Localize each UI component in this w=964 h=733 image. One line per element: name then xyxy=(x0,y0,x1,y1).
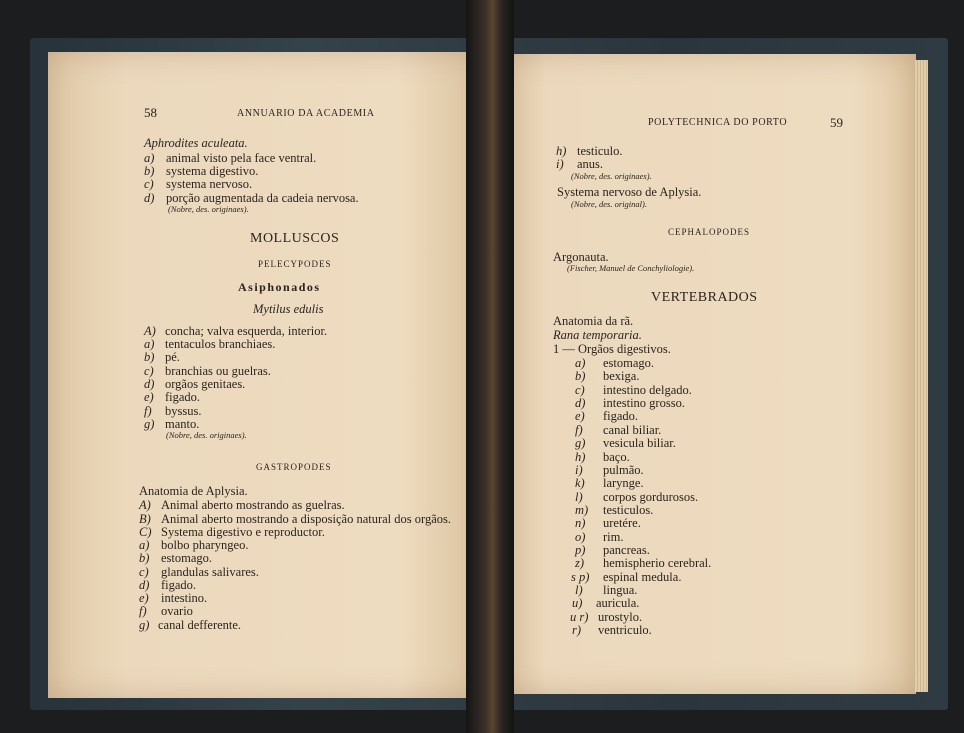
species-title: Mytilus edulis xyxy=(253,302,324,316)
item-text: figado. xyxy=(603,409,639,423)
item-text: estomago. xyxy=(603,356,655,370)
item-key: c) xyxy=(139,565,149,579)
item-key: A) xyxy=(144,324,156,338)
item-key: i) xyxy=(575,463,583,477)
book-spine xyxy=(466,0,514,733)
item-key: k) xyxy=(575,476,585,490)
item-text: intestino delgado. xyxy=(603,383,692,397)
item-text: figado. xyxy=(165,390,201,404)
item-text: ovario xyxy=(161,604,193,618)
item-key: a) xyxy=(144,151,155,165)
item-text: pé. xyxy=(165,350,180,364)
item-key: r) xyxy=(572,623,582,637)
item-key: s p) xyxy=(571,570,590,584)
source-note: (Nobre, des. originaes). xyxy=(168,204,249,214)
item-key: d) xyxy=(575,396,586,410)
item-text: animal visto pela face ventral. xyxy=(166,151,317,165)
item-key: p) xyxy=(575,543,586,557)
source-note: (Nobre, des. original). xyxy=(571,199,647,209)
running-head: ANNUARIO DA ACADEMIA xyxy=(237,108,375,119)
subsection-title: 1 — Orgãos digestivos. xyxy=(553,342,671,356)
item-key: d) xyxy=(139,578,150,592)
item-key: g) xyxy=(139,618,150,632)
item-text: figado. xyxy=(161,578,197,592)
heading: VERTEBRADOS xyxy=(651,290,758,305)
item-text: orgãos genitaes. xyxy=(165,377,246,391)
page-number: 59 xyxy=(830,115,843,130)
section-title: Systema nervoso de Aplysia. xyxy=(557,185,702,199)
item-text: corpos gordurosos. xyxy=(603,490,699,504)
item-text: concha; valva esquerda, interior. xyxy=(165,324,328,338)
item-key: c) xyxy=(144,364,154,378)
item-text: Animal aberto mostrando a disposição natural dos orgãos. xyxy=(161,512,451,526)
item-key: g) xyxy=(144,417,155,431)
item-text: tentaculos branchiaes. xyxy=(165,337,276,351)
item-text: canal biliar. xyxy=(603,423,662,437)
item-text: uretére. xyxy=(603,516,641,530)
species-title: Rana temporaria. xyxy=(553,328,642,342)
item-key: f) xyxy=(139,604,147,618)
item-text: branchias ou guelras. xyxy=(165,364,271,378)
item-text: pancreas. xyxy=(603,543,650,557)
item-text: espinal medula. xyxy=(603,570,682,584)
item-text: pulmão. xyxy=(603,463,644,477)
item-text: testiculos. xyxy=(603,503,654,517)
subheading-bold: Asiphonados xyxy=(238,280,321,294)
item-key: d) xyxy=(144,377,155,391)
item-text: glandulas salivares. xyxy=(161,565,259,579)
item-key: z) xyxy=(575,556,585,570)
item-key: g) xyxy=(575,436,586,450)
item-key: b) xyxy=(144,164,155,178)
section-title: Aphrodites aculeata. xyxy=(144,136,248,150)
source-note: (Nobre, des. originaes). xyxy=(571,171,652,181)
item-text: Animal aberto mostrando as guelras. xyxy=(161,498,345,512)
item-text: testiculo. xyxy=(577,144,623,158)
running-head: POLYTECHNICA DO PORTO xyxy=(648,117,788,128)
item-key: l) xyxy=(575,490,583,504)
item-key: m) xyxy=(575,503,589,517)
item-key: b) xyxy=(575,369,586,383)
item-key: o) xyxy=(575,530,586,544)
item-text: baço. xyxy=(603,450,630,464)
item-key: i) xyxy=(556,157,564,171)
item-text: bolbo pharyngeo. xyxy=(161,538,249,552)
item-key: c) xyxy=(144,177,154,191)
item-key: f) xyxy=(575,423,583,437)
page-edges xyxy=(914,60,928,692)
item-key: b) xyxy=(139,551,150,565)
item-text: systema nervoso. xyxy=(166,177,253,191)
item-text: byssus. xyxy=(165,404,202,418)
item-key: e) xyxy=(139,591,149,605)
heading: MOLLUSCOS xyxy=(250,231,340,246)
item-text: Systema digestivo e reproductor. xyxy=(161,525,325,539)
item-key: b) xyxy=(144,350,155,364)
item-text: ventriculo. xyxy=(598,623,652,637)
item-text: anus. xyxy=(577,157,604,171)
item-text: manto. xyxy=(165,417,200,431)
item-key: a) xyxy=(144,337,155,351)
item-key: C) xyxy=(139,525,152,539)
item-key: u r) xyxy=(570,610,589,624)
item-key: n) xyxy=(575,516,586,530)
item-key: c) xyxy=(575,383,585,397)
subheading: PELECYPODES xyxy=(258,259,332,269)
item-text: hemispherio cerebral. xyxy=(603,556,712,570)
item-text: auricula. xyxy=(596,596,640,610)
item-text: larynge. xyxy=(603,476,644,490)
item-text: urostylo. xyxy=(598,610,643,624)
item-key: A) xyxy=(139,498,151,512)
item-key: h) xyxy=(556,144,567,158)
item-text: estomago. xyxy=(161,551,213,565)
subheading: GASTROPODES xyxy=(256,462,332,472)
subheading: CEPHALOPODES xyxy=(668,227,751,237)
item-text: porção augmentada da cadeia nervosa. xyxy=(166,191,359,205)
item-text: vesicula biliar. xyxy=(603,436,676,450)
page-number: 58 xyxy=(144,105,157,120)
section-title: Anatomia da rã. xyxy=(553,314,634,328)
item-key: l) xyxy=(575,583,583,597)
item-key: d) xyxy=(144,191,155,205)
item-text: bexiga. xyxy=(603,369,640,383)
source-note: (Fischer, Manuel de Conchyliologie). xyxy=(567,263,695,273)
item-key: f) xyxy=(144,404,152,418)
item-key: u) xyxy=(572,596,583,610)
item-key: e) xyxy=(575,409,585,423)
item-key: a) xyxy=(575,356,586,370)
item-text: rim. xyxy=(603,530,624,544)
item-text: intestino. xyxy=(161,591,208,605)
item-text: systema digestivo. xyxy=(166,164,259,178)
section-title: Argonauta. xyxy=(553,250,609,264)
item-key: h) xyxy=(575,450,586,464)
item-key: e) xyxy=(144,390,154,404)
item-text: lingua. xyxy=(603,583,638,597)
item-key: a) xyxy=(139,538,150,552)
item-text: canal defferente. xyxy=(158,618,242,632)
item-key: B) xyxy=(139,512,151,526)
source-note: (Nobre, des. originaes). xyxy=(166,430,247,440)
item-text: intestino grosso. xyxy=(603,396,685,410)
section-title: Anatomia de Aplysia. xyxy=(139,484,248,498)
